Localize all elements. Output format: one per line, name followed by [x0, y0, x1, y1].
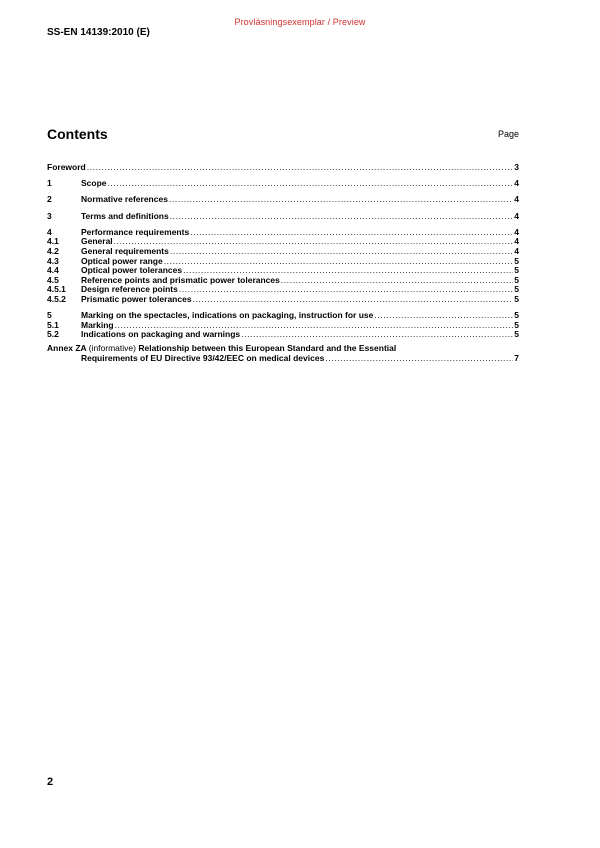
toc-entry-title: Indications on packaging and warnings	[81, 329, 241, 340]
annex-qualifier: (informative)	[88, 342, 136, 353]
toc-leader-dots	[281, 276, 513, 286]
toc-entry-page: 4	[514, 226, 519, 237]
toc-entry-prismatic-power-tolerances[interactable]	[47, 295, 519, 305]
toc-leader-dots	[108, 179, 514, 189]
toc-entry-title: General requirements	[81, 245, 169, 256]
toc-leader-dots	[87, 163, 514, 173]
toc-entry-page: 5	[514, 255, 519, 266]
toc-entry-page: 5	[514, 329, 519, 340]
toc-entry-normative-references[interactable]	[47, 195, 519, 205]
toc-entry-number: 4.5.2	[47, 293, 66, 304]
page-number: 2	[47, 776, 54, 788]
page-column-label: Page	[497, 129, 519, 139]
toc-entry-title: Prismatic power tolerances	[81, 293, 192, 304]
toc-entry-number: 4.2	[47, 245, 59, 256]
toc-entry-title: General	[81, 236, 113, 247]
toc-entry-number: 4.1	[47, 236, 59, 247]
toc-entry-foreword[interactable]	[47, 163, 519, 173]
toc-entry-title: Optical power range	[81, 255, 163, 266]
toc-entry-title: Foreword	[47, 162, 86, 172]
toc-entry-terms-and-definitions[interactable]	[47, 212, 519, 222]
table-of-contents	[47, 163, 519, 364]
toc-entry-page: 7	[514, 353, 519, 364]
toc-entry-page: 4	[514, 178, 519, 189]
toc-entry-scope[interactable]	[47, 179, 519, 189]
toc-leader-dots	[170, 247, 513, 257]
toc-leader-dots	[179, 285, 513, 295]
toc-entry-page: 4	[514, 194, 519, 205]
toc-leader-dots	[169, 195, 513, 205]
toc-entry-performance-requirements[interactable]	[47, 228, 519, 238]
toc-leader-dots	[325, 353, 513, 363]
annex-title-line-2	[47, 353, 519, 363]
annex-label: Annex ZA	[47, 342, 87, 353]
toc-entry-title: Optical power tolerances	[81, 265, 183, 276]
toc-entry-number: 4.3	[47, 255, 59, 266]
toc-entry-page: 5	[514, 310, 519, 321]
toc-entry-title: Normative references	[81, 194, 168, 205]
toc-entry-page: 4	[514, 245, 519, 256]
toc-entry-page: 4	[514, 236, 519, 247]
toc-entry-number: 3	[47, 210, 52, 221]
toc-entry-annex-za[interactable]	[47, 343, 519, 364]
annex-title-line-1	[47, 343, 519, 353]
toc-leader-dots	[190, 228, 513, 238]
toc-entry-page: 5	[514, 265, 519, 276]
toc-leader-dots	[241, 330, 513, 340]
preview-watermark: Provläsningsexemplar / Preview	[234, 17, 366, 27]
toc-leader-dots	[170, 212, 514, 222]
toc-entry-title: Reference points and prismatic power tolerances	[81, 274, 280, 285]
toc-entry-number: 1	[47, 178, 52, 189]
toc-entry-number: 4.4	[47, 265, 59, 276]
toc-entry-title: Design reference points	[81, 284, 178, 295]
toc-entry-title: Terms and definitions	[81, 210, 169, 221]
toc-entry-page: 5	[514, 284, 519, 295]
toc-entry-number: 4.5.1	[47, 284, 66, 295]
toc-entry-page: 5	[514, 274, 519, 285]
toc-entry-page: 5	[514, 293, 519, 304]
toc-entry-marking-section[interactable]	[47, 311, 519, 321]
toc-leader-dots	[193, 295, 514, 305]
toc-entry-title: Scope	[81, 178, 107, 189]
toc-entry-number: 4	[47, 226, 52, 237]
toc-entry-number: 5	[47, 310, 52, 321]
toc-entry-number: 5.2	[47, 329, 59, 340]
toc-leader-dots	[164, 257, 514, 267]
toc-entry-page: 5	[514, 319, 519, 330]
toc-entry-page: 4	[514, 210, 519, 221]
toc-leader-dots	[114, 237, 514, 247]
contents-heading: Contents	[47, 126, 108, 142]
toc-entry-title: Performance requirements	[81, 226, 190, 237]
toc-entry-page: 3	[514, 162, 519, 172]
annex-title-part-1: Relationship between this European Standard and the Essential	[138, 342, 397, 353]
toc-entry-number: 2	[47, 194, 52, 205]
toc-leader-dots	[374, 311, 513, 321]
toc-entry-title: Marking on the spectacles, indications on packaging, instruction for use	[81, 310, 374, 321]
toc-entry-number: 4.5	[47, 274, 59, 285]
document-id: SS-EN 14139:2010 (E)	[47, 27, 150, 38]
toc-entry-title: Marking	[81, 319, 114, 330]
toc-entry-number: 5.1	[47, 319, 59, 330]
toc-entry-indications-packaging[interactable]	[47, 330, 519, 340]
annex-title-part-2: Requirements of EU Directive 93/42/EEC on medical devices	[81, 353, 325, 364]
